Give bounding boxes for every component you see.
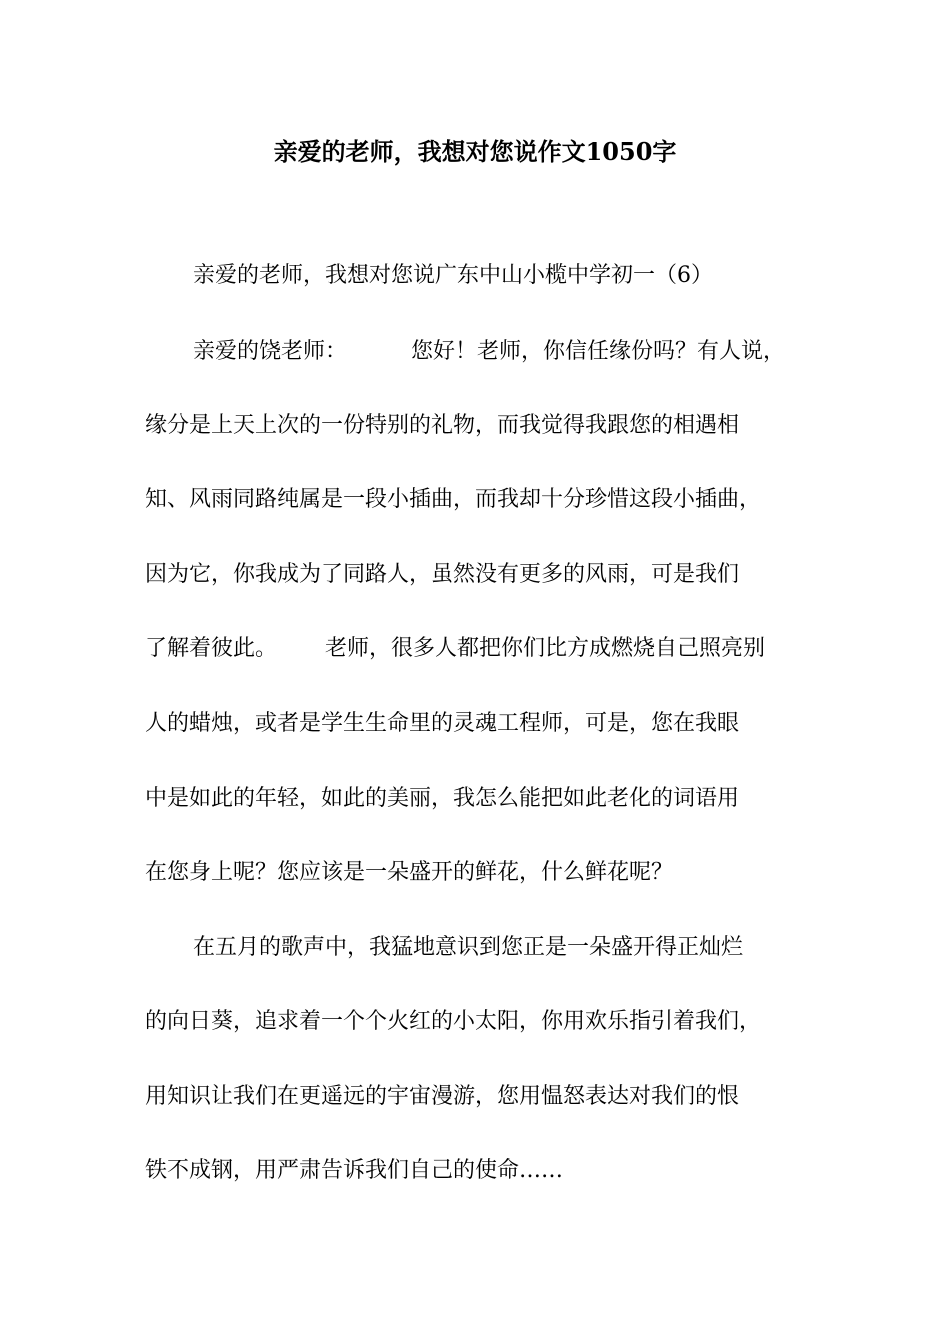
- paragraph-line: 缘分是上天上次的一份特别的礼物，而我觉得我跟您的相遇相: [145, 413, 740, 438]
- paragraph-line: 人的蜡烛，或者是学生生命里的灵魂工程师，可是，您在我眼: [145, 711, 740, 736]
- paragraph-line: 亲爱的饶老师： 您好！老师，你信任缘份吗？有人说，: [193, 339, 786, 364]
- paragraph-line: 了解着彼此。 老师，很多人都把你们比方成燃烧自己照亮别: [145, 636, 766, 661]
- paragraph-line: 铁不成钢，用严肃告诉我们自己的使命……: [145, 1158, 564, 1183]
- paragraph-line: 用知识让我们在更遥远的宇宙漫游，您用愠怒表达对我们的恨: [145, 1084, 740, 1109]
- paragraph-line: 在五月的歌声中，我猛地意识到您正是一朵盛开得正灿烂: [193, 935, 744, 960]
- paragraph-line: 在您身上呢？您应该是一朵盛开的鲜花，什么鲜花呢？: [145, 860, 674, 885]
- document-title: 亲爱的老师，我想对您说作文1050字: [273, 137, 677, 166]
- paragraph-line: 知、风雨同路纯属是一段小插曲，而我却十分珍惜这段小插曲，: [145, 487, 762, 512]
- paragraph-line: 中是如此的年轻，如此的美丽，我怎么能把如此老化的词语用: [145, 786, 740, 811]
- paragraph-line: 亲爱的老师，我想对您说广东中山小榄中学初一（6）: [193, 263, 713, 288]
- paragraph-line: 的向日葵，追求着一个个火红的小太阳，你用欢乐指引着我们，: [145, 1009, 762, 1034]
- paragraph-line: 因为它，你我成为了同路人，虽然没有更多的风雨，可是我们: [145, 562, 740, 587]
